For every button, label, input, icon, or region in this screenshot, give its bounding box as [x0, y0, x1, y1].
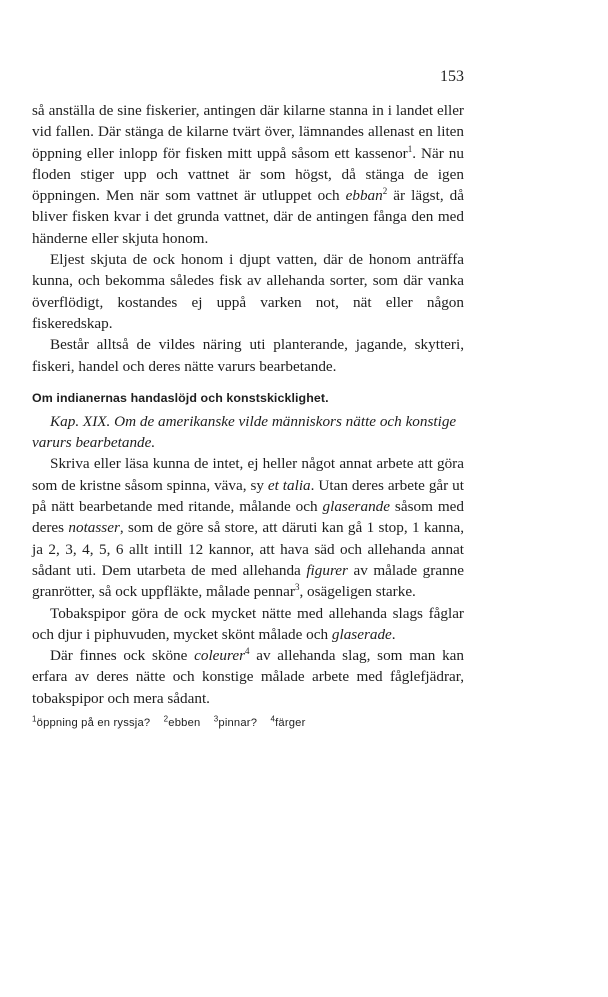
section-heading: Om indianernas handaslöjd och konstskicklighet.	[32, 390, 329, 405]
footnote-ref-1: 1	[407, 143, 413, 154]
footnote: $^1$öppning på en ryssja?	[32, 714, 151, 730]
footnote: $^3$pinnar?	[213, 714, 258, 730]
paragraph-colors: Där finnes ock sköne coleurer$^4$ av allehanda slag, som man kan erfara av deres nätte och konstige målade arbete med fåglefjädrar, tobakspipor och mera sådant.	[32, 646, 464, 707]
footnote-ref-3: 3	[294, 582, 300, 593]
footnote-ref-4: 4	[245, 646, 250, 657]
book-page	[32, 68, 464, 729]
footnote: $^4$färger	[270, 714, 306, 730]
paragraph-pipes: Tobakspipor göra de ock mycket nätte med allehanda slags fåglar och djur i piphuvuden, mycket skönt målade och glaserade.	[32, 604, 464, 643]
footnotes	[32, 714, 464, 730]
paragraph-fishing: så anställa de sine fiskerier, antingen där kilarne stanna in i landet eller vid fallen. Där stänga de kilarne tvärt över, lämnandes allenast en liten öppning eller inlopp för fisken mitt uppå såsom ett kassenor$^1$. När nu floden stiger upp och vattnet är som högst, då stänga de igen öppningen. Men när som vattnet är utluppet och ebban$^2$ är lägst, då bliver fisken kvar i det grunda vattnet, där de antingen fånga den med händerne eller skjuta honom.	[32, 102, 464, 247]
page-number: 153	[440, 68, 464, 85]
footnote-ref-2: 2	[382, 186, 388, 197]
paragraph-deep-water: Eljest skjuta de ock honom i djupt vatten, där de honom anträffa kunna, och bekomma således fisk av allehanda sorter, som där vanka överflödigt, kostandes ej uppå varken not, nät eller någon fiskeredskap.	[32, 251, 464, 332]
footnote: $^2$ebben	[163, 714, 201, 730]
paragraph-livelihood: Består alltså de vildes näring uti planterande, jagande, skytteri, fiskeri, handel och deres nätte varurs bearbetande.	[32, 336, 464, 375]
chapter-heading: Kap. XIX. Om de amerikanske vilde människors nätte och konstige varurs bearbetande.	[32, 412, 457, 452]
paragraph-crafts: Skriva eller läsa kunna de intet, ej heller något annat arbete att göra som de kristne såsom spinna, väva, sy et talia. Utan deres arbete går ut på nätt bearbetande med ritande, målande och glaserande såsom med deres notasser, som de göre så store, att däruti kan gå 1 stop, 1 kanna, ja 2, 3, 4, 5, 6 allt intill 12 kannor, att hava säd och allehanda annat sådant uti. Dem utarbeta de med allehanda figurer av målade granne granrötter, så ock uppfläkte, målade pennar$^3$, osägeligen starke.	[32, 455, 464, 601]
